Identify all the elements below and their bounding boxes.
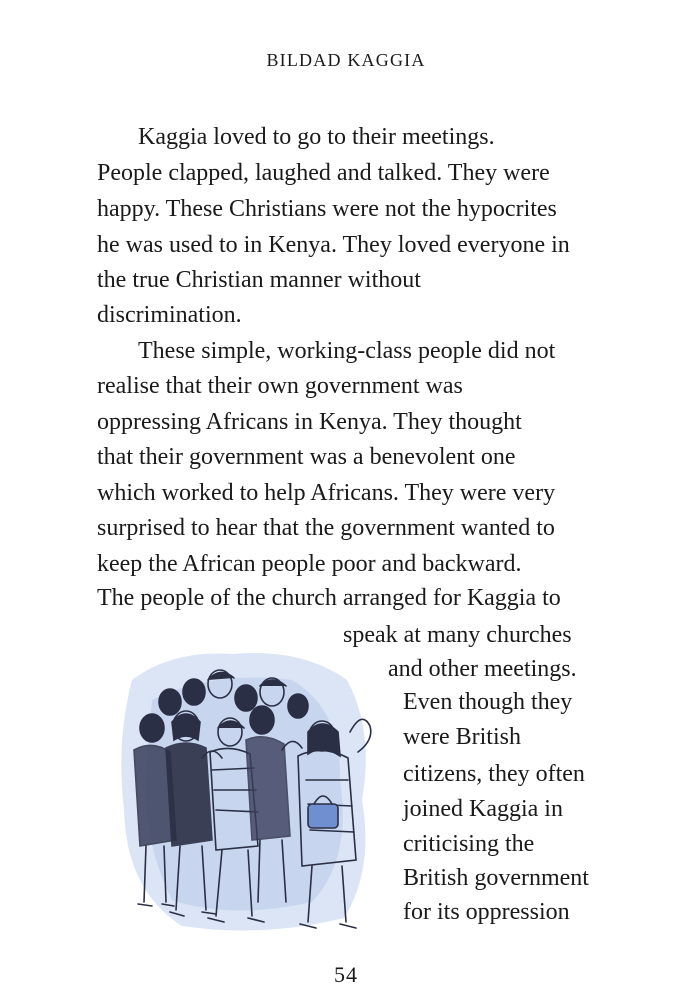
body-line: discrimination.: [97, 302, 242, 328]
body-line: for its oppression: [403, 899, 570, 925]
body-line: citizens, they often: [403, 761, 585, 787]
body-line: Even though they: [403, 689, 573, 715]
body-line: oppressing Africans in Kenya. They thought: [97, 409, 522, 435]
body-line: happy. These Christians were not the hypocrites: [97, 196, 557, 222]
body-line: speak at many churches: [343, 622, 572, 648]
body-line: were British: [403, 724, 521, 750]
body-line: These simple, working-class people did not: [138, 338, 556, 364]
body-line: keep the African people poor and backward.: [97, 551, 522, 577]
body-line: realise that their own government was: [97, 373, 463, 399]
body-line: that their government was a benevolent one: [97, 444, 516, 470]
page-number: 54: [334, 962, 358, 987]
body-line: criticising the: [403, 831, 535, 857]
body-line: surprised to hear that the government wanted to: [97, 515, 555, 541]
body-line: he was used to in Kenya. They loved everyone in: [97, 232, 570, 258]
body-line: The people of the church arranged for Kaggia to: [97, 585, 561, 611]
crowd-clapping-illustration: [112, 640, 382, 940]
body-line: the true Christian manner without: [97, 267, 421, 293]
body-line: joined Kaggia in: [403, 796, 563, 822]
body-line: British government: [403, 865, 589, 891]
body-line: and other meetings.: [388, 656, 577, 682]
body-line: which worked to help Africans. They were very: [97, 480, 556, 506]
body-line: Kaggia loved to go to their meetings.: [138, 124, 495, 150]
running-header: BILDAD KAGGIA: [266, 50, 426, 70]
body-line: People clapped, laughed and talked. They were: [97, 160, 550, 186]
